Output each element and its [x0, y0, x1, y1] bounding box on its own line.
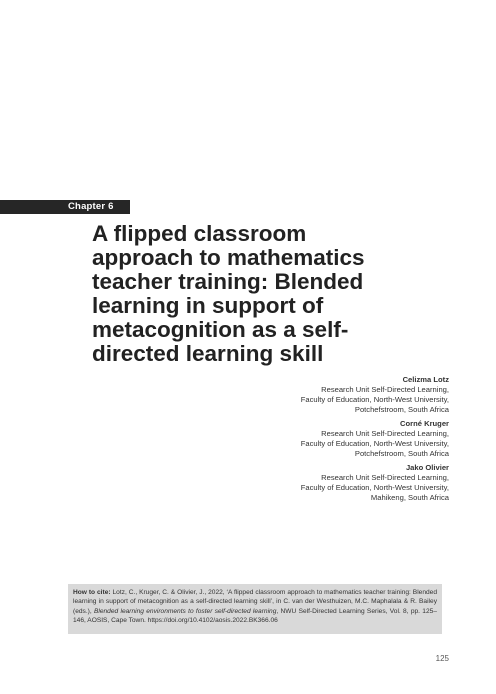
author-block: [149, 375, 449, 415]
author-name: Celizma Lotz: [402, 375, 449, 384]
title-line: approach to mathematics: [92, 245, 365, 270]
author-name: Jako Olivier: [405, 463, 449, 472]
author-affiliation-line: Mahikeng, South Africa: [370, 493, 449, 502]
author-name: Corné Kruger: [400, 419, 449, 428]
author-affiliation-line: Faculty of Education, North-West University,: [300, 395, 449, 404]
author-affiliation-line: Research Unit Self-Directed Learning,: [321, 385, 449, 394]
author-affiliation-line: Potchefstroom, South Africa: [354, 405, 449, 414]
chapter-label: Chapter 6: [68, 201, 114, 212]
title-line: learning in support of: [92, 293, 324, 318]
citation-box: [68, 584, 442, 634]
title-line: A flipped classroom: [92, 221, 307, 246]
author-affiliation-line: Potchefstroom, South Africa: [354, 449, 449, 458]
author-affiliation-line: Faculty of Education, North-West University,: [300, 439, 449, 448]
author-list: [149, 375, 449, 507]
author-affiliation-line: Research Unit Self-Directed Learning,: [321, 473, 449, 482]
author-block: [149, 419, 449, 459]
title-line: teacher training: Blended: [92, 269, 364, 294]
author-affiliation-line: Faculty of Education, North-West University,: [300, 483, 449, 492]
citation-label: How to cite:: [73, 589, 111, 596]
citation-book-title: Blended learning environments to foster self-directed learning: [93, 607, 277, 615]
title-line: metacognition as a self-: [92, 317, 349, 342]
page-number: 125: [435, 654, 449, 663]
title-line: directed learning skill: [92, 341, 324, 366]
author-affiliation-line: Research Unit Self-Directed Learning,: [321, 429, 449, 438]
citation-text: Lotz, C., Kruger, C. & Olivier, J., 2022, ‘A flipped classroom approach to mathematics teacher training: Blended learning in support of metacognition as a self-directed learning skill’, in C. van der Westhuizen, M.C. Maphalala & R. Bailey (eds.),: [73, 589, 437, 615]
citation-text-end: , NWU Self-Directed Learning Series, Vol. 8, pp. 125–146, AOSIS, Cape Town. https://doi.org/10.4102/aosis.2022.BK366.06: [73, 607, 437, 624]
chapter-title: [92, 222, 432, 366]
author-block: [149, 463, 449, 503]
